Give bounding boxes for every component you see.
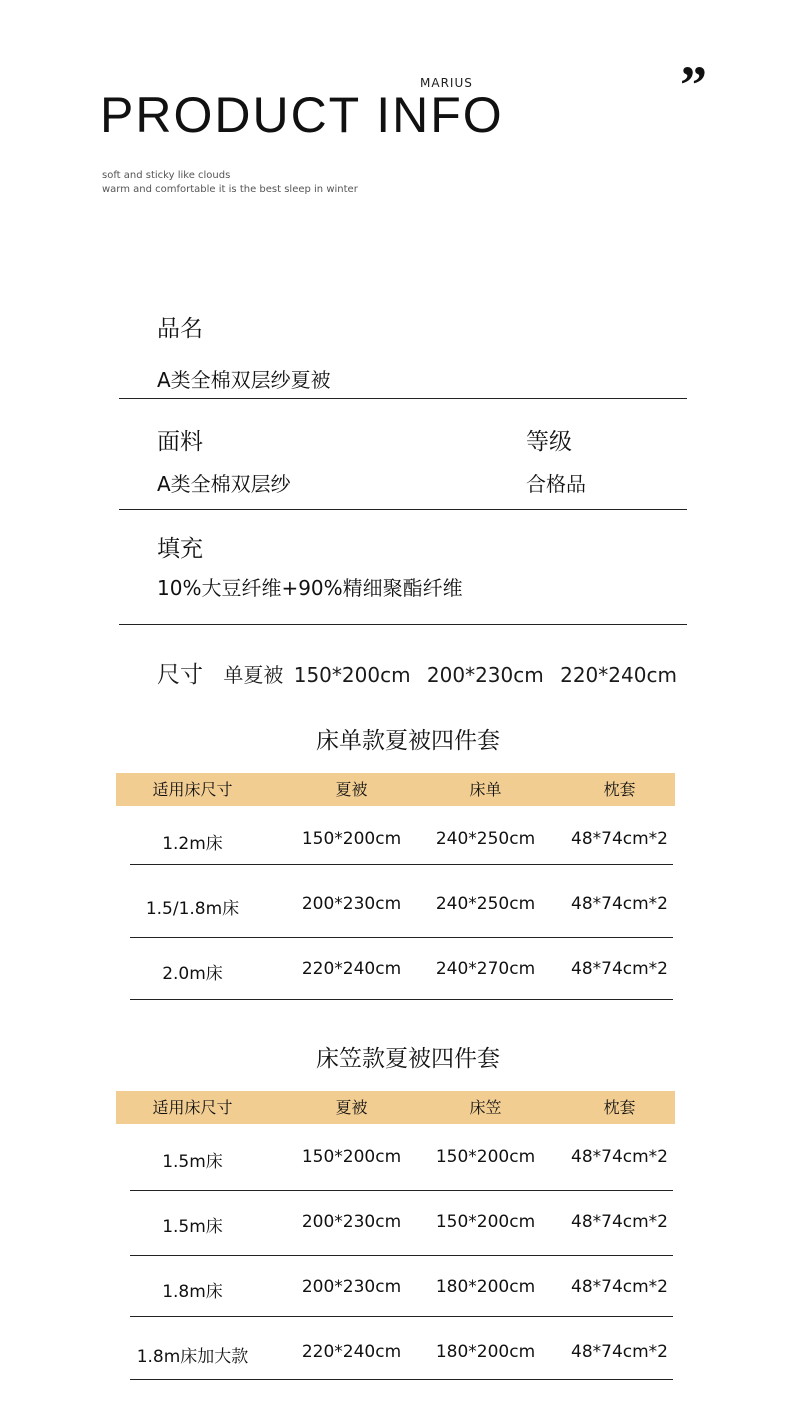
size-row bbox=[157, 656, 687, 689]
size-value: 150*200cm bbox=[293, 663, 411, 687]
table-cell: 150*200cm bbox=[435, 1147, 536, 1167]
filling-value: 10%大豆纤维+90%精细聚酯纤维 bbox=[157, 576, 463, 600]
fabric-value: A类全棉双层纱 bbox=[157, 472, 291, 496]
header-cell: 夏被 bbox=[335, 780, 368, 799]
table-cell: 1.5m床 bbox=[162, 1152, 223, 1172]
tagline-2: warm and comfortable it is the best sleep in winter bbox=[102, 184, 358, 195]
divider bbox=[119, 398, 687, 399]
table-cell: 150*200cm bbox=[301, 1147, 402, 1167]
table-cell: 48*74cm*2 bbox=[571, 1277, 668, 1297]
table-cell: 180*200cm bbox=[435, 1342, 536, 1362]
grade-value: 合格品 bbox=[526, 472, 586, 496]
brand-name: MARIUS bbox=[420, 76, 473, 90]
table1-title: 床单款夏被四件套 bbox=[316, 728, 500, 754]
row-divider bbox=[130, 1379, 673, 1380]
table1-header bbox=[116, 773, 675, 806]
size-prefix: 单夏被 bbox=[223, 663, 284, 687]
table-cell: 1.8m床加大款 bbox=[136, 1347, 249, 1367]
header-cell: 枕套 bbox=[603, 1098, 636, 1117]
table-cell: 48*74cm*2 bbox=[571, 1212, 668, 1232]
page-title: PRODUCT INFO bbox=[100, 87, 504, 143]
table-cell: 1.8m床 bbox=[162, 1282, 223, 1302]
table-cell: 200*230cm bbox=[301, 894, 402, 914]
table-cell: 240*250cm bbox=[435, 894, 536, 914]
table-cell: 48*74cm*2 bbox=[571, 1342, 668, 1362]
row-divider bbox=[130, 1255, 673, 1256]
table-cell: 1.5m床 bbox=[162, 1217, 223, 1237]
table-cell: 1.2m床 bbox=[162, 834, 223, 854]
table-cell: 200*230cm bbox=[301, 1277, 402, 1297]
divider bbox=[119, 624, 687, 625]
table-cell: 220*240cm bbox=[301, 1342, 402, 1362]
table-cell: 220*240cm bbox=[301, 959, 402, 979]
divider bbox=[119, 509, 687, 510]
size-value: 220*240cm bbox=[560, 663, 677, 687]
table-cell: 48*74cm*2 bbox=[571, 894, 668, 914]
size-value: 200*230cm bbox=[426, 663, 544, 687]
table-cell: 150*200cm bbox=[435, 1212, 536, 1232]
table-cell: 150*200cm bbox=[301, 829, 402, 849]
header-cell: 适用床尺寸 bbox=[152, 780, 233, 799]
name-value: A类全棉双层纱夏被 bbox=[157, 368, 331, 392]
name-label: 品名 bbox=[157, 316, 203, 342]
table2-title: 床笠款夏被四件套 bbox=[316, 1046, 500, 1072]
filling-label: 填充 bbox=[157, 536, 203, 562]
table-cell: 48*74cm*2 bbox=[571, 959, 668, 979]
size-label: 尺寸 bbox=[157, 662, 203, 688]
header-cell: 适用床尺寸 bbox=[152, 1098, 233, 1117]
header-cell: 夏被 bbox=[335, 1098, 368, 1117]
table-cell: 48*74cm*2 bbox=[571, 1147, 668, 1167]
grade-label: 等级 bbox=[526, 429, 572, 455]
table-cell: 48*74cm*2 bbox=[571, 829, 668, 849]
table-cell: 180*200cm bbox=[435, 1277, 536, 1297]
row-divider bbox=[130, 999, 673, 1000]
header-cell: 床单 bbox=[469, 780, 502, 799]
table2-header bbox=[116, 1091, 675, 1124]
header-cell: 枕套 bbox=[603, 780, 636, 799]
quote-mark-icon: ” bbox=[680, 55, 707, 115]
row-divider bbox=[130, 1190, 673, 1191]
table-cell: 200*230cm bbox=[301, 1212, 402, 1232]
table-cell: 2.0m床 bbox=[162, 964, 223, 984]
tagline-1: soft and sticky like clouds bbox=[102, 170, 231, 181]
table-cell: 1.5/1.8m床 bbox=[145, 899, 240, 919]
table-cell: 240*270cm bbox=[435, 959, 536, 979]
fabric-label: 面料 bbox=[157, 429, 203, 455]
row-divider bbox=[130, 1316, 673, 1317]
row-divider bbox=[130, 864, 673, 865]
header-cell: 床笠 bbox=[469, 1098, 502, 1117]
row-divider bbox=[130, 937, 673, 938]
table-cell: 240*250cm bbox=[435, 829, 536, 849]
